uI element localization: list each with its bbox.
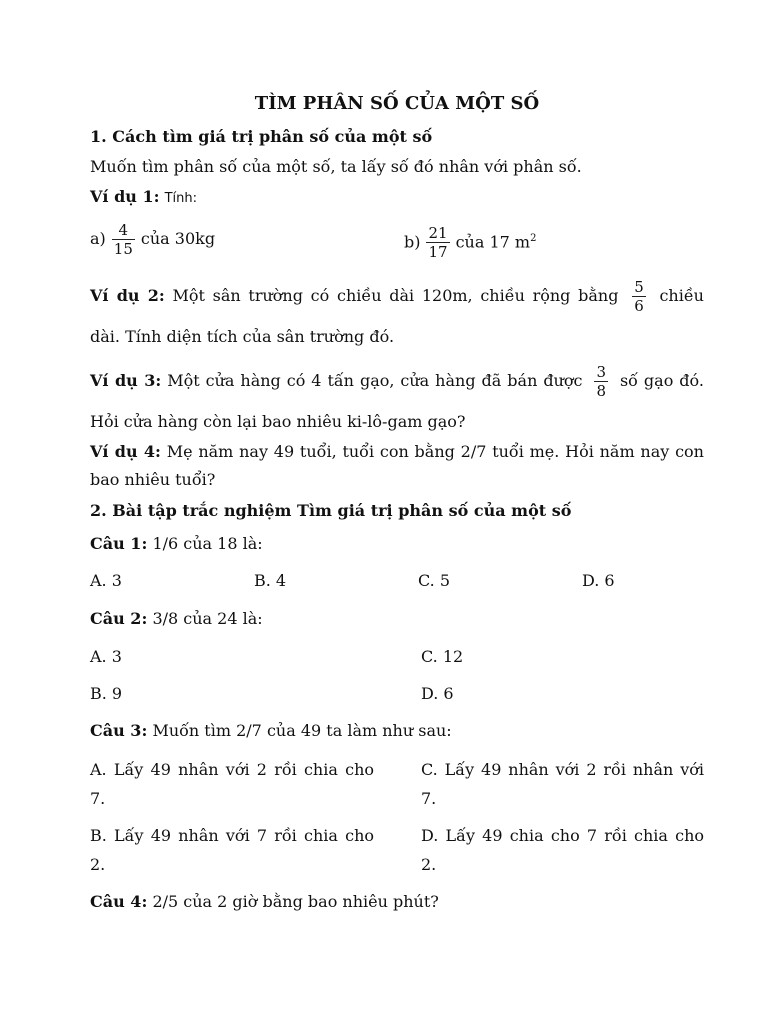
question3 xyxy=(90,721,452,741)
fraction-numerator: 21 xyxy=(428,224,448,243)
example4-text1: Mẹ năm nay 49 tuổi, tuổi con bằng 2/7 tuổi mẹ. Hỏi năm nay con xyxy=(166,442,704,461)
example2-line2: dài. Tính diện tích của sân trường đó. xyxy=(90,327,395,346)
section1-heading-text: 1. Cách tìm giá trị phân số của một số xyxy=(90,127,433,146)
fraction-denominator: 15 xyxy=(113,240,133,258)
example2-text1: Một sân trường có chiều dài 120m, chiều rộng bằng xyxy=(172,286,619,305)
question2-option-c: C. 12 xyxy=(421,647,464,666)
question2-option-a: A. 3 xyxy=(90,647,122,666)
example1-label: Ví dụ 1: xyxy=(90,187,160,206)
question4-text: 2/5 của 2 giờ bằng bao nhiêu phút? xyxy=(152,892,439,911)
example1-intro xyxy=(90,187,197,209)
example1-b-prefix: b) xyxy=(404,232,421,252)
fraction-3-8 xyxy=(594,363,608,400)
example1-text: Tính: xyxy=(164,191,198,206)
question3-option-b-line1: B. Lấy 49 nhân với 7 rồi chia cho xyxy=(90,826,374,845)
section1-heading xyxy=(90,127,432,147)
example1-part-a xyxy=(90,217,215,261)
example3-line2: Hỏi cửa hàng còn lại bao nhiêu ki-lô-gam gạo? xyxy=(90,412,466,431)
question1-option-d: D. 6 xyxy=(582,571,615,590)
question3-option-a-line1: A. Lấy 49 nhân với 2 rồi chia cho xyxy=(90,760,374,779)
fraction-numerator: 5 xyxy=(634,278,644,296)
example4-line1 xyxy=(90,442,704,462)
question2-option-d: D. 6 xyxy=(421,684,454,703)
unit-exponent: 2 xyxy=(530,233,537,244)
question3-text: Muốn tìm 2/7 của 49 ta làm như sau: xyxy=(152,721,452,740)
example1-part-b xyxy=(404,217,536,264)
question1 xyxy=(90,534,263,554)
example2-line1 xyxy=(90,274,704,318)
example1-b-suffix: của 17 m xyxy=(455,232,531,252)
example3-label: Ví dụ 3: xyxy=(90,371,162,390)
question3-label: Câu 3: xyxy=(90,721,148,740)
question1-option-b: B. 4 xyxy=(254,571,287,590)
page-title: TÌM PHÂN SỐ CỦA MỘT SỐ xyxy=(254,93,540,114)
example3-text2: số gạo đó. xyxy=(619,371,704,390)
question4-label: Câu 4: xyxy=(90,892,148,911)
question3-option-a-line2: 7. xyxy=(90,789,106,808)
fraction-denominator: 8 xyxy=(596,382,606,400)
example1-a-prefix: a) xyxy=(90,229,106,248)
question2-option-b: B. 9 xyxy=(90,684,123,703)
question1-text: 1/6 của 18 là: xyxy=(152,534,263,553)
example2-text2: chiều xyxy=(659,286,704,305)
question2-label: Câu 2: xyxy=(90,609,148,628)
question3-option-d-line1: D. Lấy 49 chia cho 7 rồi chia cho xyxy=(421,826,704,845)
example3-text1: Một cửa hàng có 4 tấn gạo, cửa hàng đã bán được xyxy=(167,371,583,390)
question2 xyxy=(90,609,263,629)
fraction-4-15 xyxy=(112,221,135,258)
question3-option-b-line2: 2. xyxy=(90,855,106,874)
fraction-numerator: 4 xyxy=(118,221,129,239)
section2-heading xyxy=(90,501,571,521)
question1-option-c: C. 5 xyxy=(418,571,451,590)
section2-heading-text: 2. Bài tập trắc nghiệm Tìm giá trị phân số của một số xyxy=(90,501,572,520)
fraction-21-17 xyxy=(426,224,449,261)
question4 xyxy=(90,892,439,912)
question2-text: 3/8 của 24 là: xyxy=(152,609,263,628)
question3-option-c-line1: C. Lấy 49 nhân với 2 rồi nhân với xyxy=(421,760,704,779)
example4-line2: bao nhiêu tuổi? xyxy=(90,470,216,489)
example2-label: Ví dụ 2: xyxy=(90,286,165,305)
example3-line1 xyxy=(90,359,704,403)
fraction-5-6 xyxy=(632,278,646,315)
question1-label: Câu 1: xyxy=(90,534,148,553)
example1-a-suffix: của 30kg xyxy=(140,229,216,248)
fraction-denominator: 17 xyxy=(428,243,448,262)
question3-option-c-line2: 7. xyxy=(421,789,437,808)
question1-option-a: A. 3 xyxy=(90,571,122,590)
fraction-denominator: 6 xyxy=(634,297,644,315)
example4-label: Ví dụ 4: xyxy=(90,442,161,461)
section1-rule: Muốn tìm phân số của một số, ta lấy số đó nhân với phân số. xyxy=(90,157,582,176)
question3-option-d-line2: 2. xyxy=(421,855,437,874)
fraction-numerator: 3 xyxy=(596,363,606,381)
